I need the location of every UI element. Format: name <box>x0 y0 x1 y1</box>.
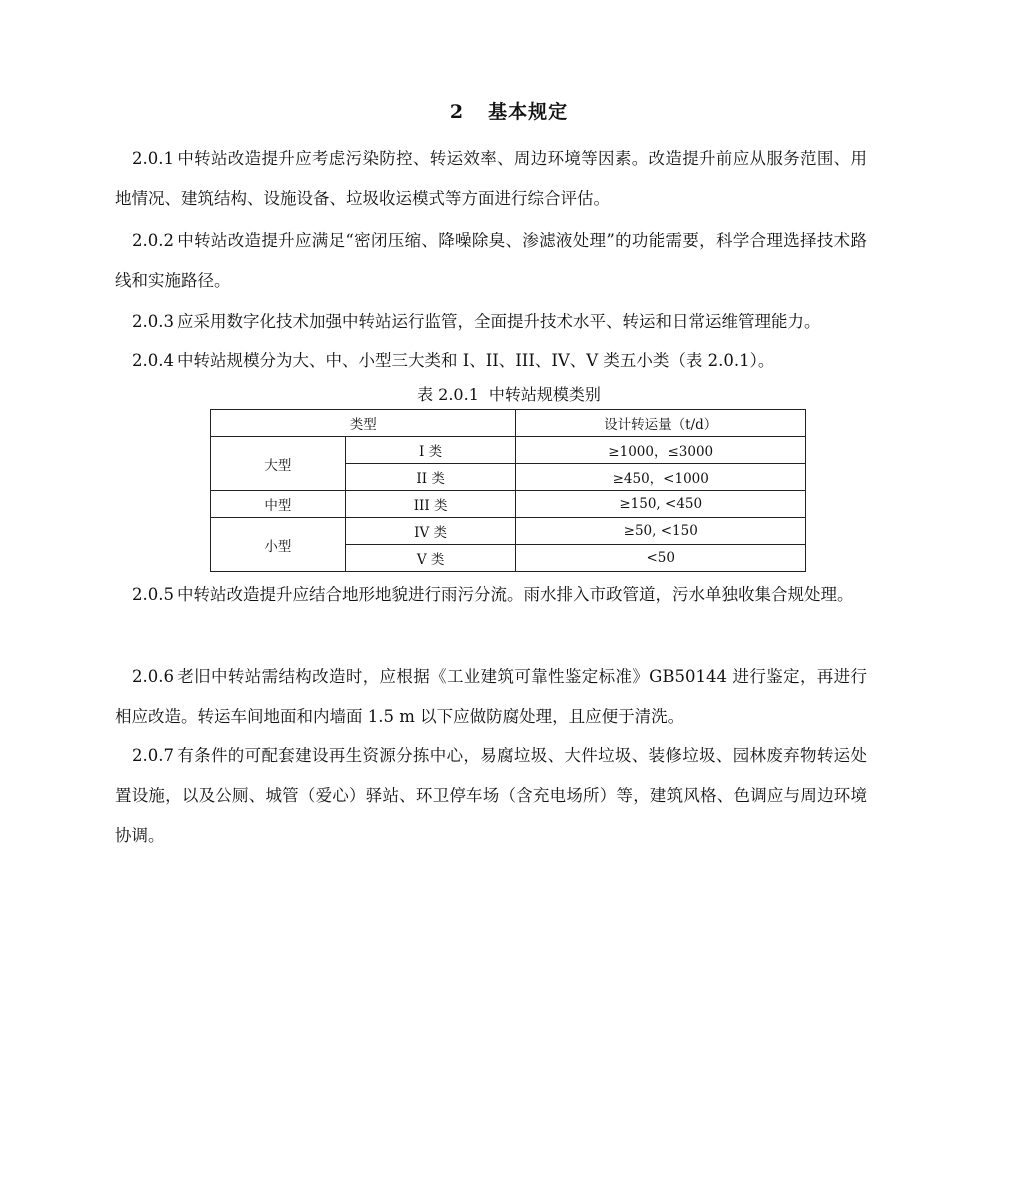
section-heading <box>0 97 1018 124</box>
capacity-cell: ≥450，<1000 <box>516 464 806 491</box>
section-title: 基本规定 <box>488 101 569 123</box>
clause-text: 有条件的可配套建设再生资源分拣中心，易腐垃圾、大件垃圾、装修垃圾、园林废弃物转运处置设施，以及公厕、城管（爱心）驿站、环卫停车场（含充电场所）等，建筑风格、色调应与周边环境协调。 <box>115 746 867 845</box>
clause-text: 应采用数字化技术加强中转站运行监管，全面提升技术水平、转运和日常运维管理能力。 <box>176 312 821 331</box>
clause-text: 老旧中转站需结构改造时，应根据《工业建筑可靠性鉴定标准》GB50144 进行鉴定，再进行相应改造。转运车间地面和内墙面 1.5 m 以下应做防腐处理，且应便于清洗。 <box>115 667 867 726</box>
clause-text: 中转站改造提升应结合地形地貌进行雨污分流。雨水排入市政管道，污水单独收集合规处理。 <box>176 585 854 604</box>
clause-text: 中转站改造提升应满足“密闭压缩、降噪除臭、渗滤液处理”的功能需要，科学合理选择技术路线和实施路径。 <box>115 231 867 290</box>
clause-number: 2.0.5 <box>132 585 174 604</box>
clause-2-0-4 <box>115 341 867 381</box>
clause-2-0-6 <box>115 657 867 737</box>
clause-2-0-7 <box>115 736 867 856</box>
table-caption-title: 中转站规模类别 <box>488 385 601 404</box>
group-medium: 中型 <box>211 491 346 518</box>
class-cell: I 类 <box>345 437 516 464</box>
clause-2-0-3 <box>115 302 867 342</box>
section-number: 2 <box>449 101 465 123</box>
table-header-row <box>211 410 806 437</box>
clause-number: 2.0.2 <box>132 231 174 250</box>
group-large: 大型 <box>211 437 346 491</box>
clause-2-0-2 <box>115 221 867 301</box>
table-caption-number: 表 2.0.1 <box>417 385 479 404</box>
header-type: 类型 <box>211 410 516 437</box>
class-cell: V 类 <box>345 545 516 572</box>
class-cell: IV 类 <box>345 518 516 545</box>
capacity-cell: <50 <box>516 545 806 572</box>
clause-number: 2.0.7 <box>132 746 174 765</box>
class-cell: III 类 <box>345 491 516 518</box>
table-caption <box>0 383 1018 407</box>
clause-number: 2.0.6 <box>132 667 174 686</box>
table-row <box>211 491 806 518</box>
clause-2-0-5 <box>115 575 867 615</box>
scale-category-table <box>210 409 806 572</box>
capacity-cell: ≥1000，≤3000 <box>516 437 806 464</box>
clause-text: 中转站改造提升应考虑污染防控、转运效率、周边环境等因素。改造提升前应从服务范围、用地情况、建筑结构、设施设备、垃圾收运模式等方面进行综合评估。 <box>115 149 867 208</box>
capacity-cell: ≥50, <150 <box>516 518 806 545</box>
clause-number: 2.0.3 <box>132 312 174 331</box>
header-capacity: 设计转运量（t/d） <box>516 410 806 437</box>
class-cell: II 类 <box>345 464 516 491</box>
clause-text: 中转站规模分为大、中、小型三大类和 I、II、III、IV、V 类五小类（表 2.0.1）。 <box>176 351 775 370</box>
capacity-cell: ≥150, <450 <box>516 491 806 518</box>
clause-number: 2.0.4 <box>132 351 174 370</box>
group-small: 小型 <box>211 518 346 572</box>
clause-number: 2.0.1 <box>132 149 174 168</box>
clause-2-0-1 <box>115 139 867 219</box>
table-row <box>211 518 806 545</box>
table-row <box>211 437 806 464</box>
